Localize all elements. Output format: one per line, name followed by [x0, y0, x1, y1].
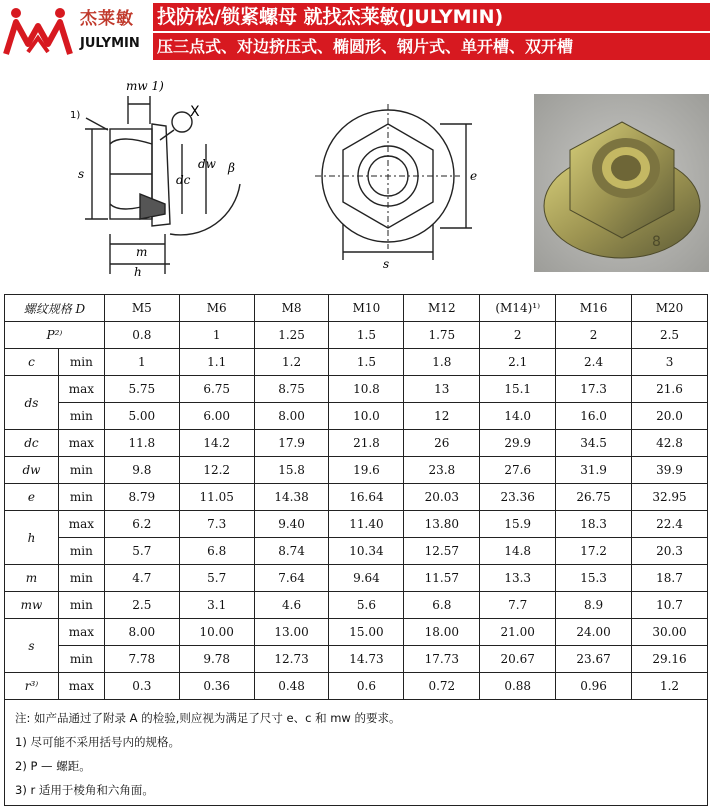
table-cell: 22.4: [632, 511, 708, 538]
banner: [0, 0, 712, 62]
table-cell: 8.75: [254, 376, 329, 403]
table-cell: 42.8: [632, 430, 708, 457]
table-cell: 11.8: [104, 430, 179, 457]
table-row: [5, 673, 708, 700]
table-cell: 26: [404, 430, 480, 457]
table-cell: 13.00: [254, 619, 329, 646]
table-cell: 10.8: [329, 376, 404, 403]
slogan-line-2: 压三点式、对边挤压式、椭圆形、钢片式、单开槽、双开槽: [153, 33, 710, 60]
table-cell: 26.75: [556, 484, 632, 511]
table-cell: 18.00: [404, 619, 480, 646]
row-limit: max: [58, 430, 104, 457]
table-cell: 1.25: [254, 322, 329, 349]
table-cell: 10.7: [632, 592, 708, 619]
row-limit: max: [58, 673, 104, 700]
table-cell: 9.78: [179, 646, 254, 673]
side-view-drawing: [85, 96, 240, 274]
table-cell: 3: [632, 349, 708, 376]
table-cell: 15.8: [254, 457, 329, 484]
table-row: [5, 619, 708, 646]
table-cell: 15.9: [480, 511, 556, 538]
row-limit: min: [58, 403, 104, 430]
table-cell: 3.1: [179, 592, 254, 619]
top-view-drawing: [315, 104, 472, 260]
label-dw: dw: [198, 157, 216, 171]
table-cell: 1.8: [404, 349, 480, 376]
table-cell: 20.67: [480, 646, 556, 673]
table-cell: 2.5: [104, 592, 179, 619]
table-cell: 14.73: [329, 646, 404, 673]
row-symbol: h: [5, 511, 59, 565]
table-cell: 17.2: [556, 538, 632, 565]
table-cell: 21.8: [329, 430, 404, 457]
table-cell: 12: [404, 403, 480, 430]
label-e: e: [470, 169, 478, 183]
header-size: M12: [404, 295, 480, 322]
table-cell: 0.3: [104, 673, 179, 700]
table-cell: 0.6: [329, 673, 404, 700]
row-limit: max: [58, 511, 104, 538]
table-cell: 20.3: [632, 538, 708, 565]
label-s-side: s: [78, 167, 85, 181]
label-beta: β: [228, 161, 235, 175]
table-cell: 20.0: [632, 403, 708, 430]
table-row: [5, 565, 708, 592]
header-size: M5: [104, 295, 179, 322]
table-cell: 1.5: [329, 349, 404, 376]
table-cell: 30.00: [632, 619, 708, 646]
dimension-table-body: [5, 295, 708, 700]
row-symbol: e: [5, 484, 59, 511]
table-cell: 5.7: [179, 565, 254, 592]
table-cell: 21.00: [480, 619, 556, 646]
row-limit: min: [58, 349, 104, 376]
table-cell: 1.1: [179, 349, 254, 376]
table-cell: 2: [480, 322, 556, 349]
table-row: [5, 403, 708, 430]
table-cell: 0.36: [179, 673, 254, 700]
table-cell: 2: [556, 322, 632, 349]
table-cell: 21.6: [632, 376, 708, 403]
table-cell: 17.9: [254, 430, 329, 457]
table-cell: 17.3: [556, 376, 632, 403]
header-size: M6: [179, 295, 254, 322]
table-cell: 31.9: [556, 457, 632, 484]
row-limit: min: [58, 592, 104, 619]
slogan-line-1: 找防松/锁紧螺母 就找杰莱敏(JULYMIN): [153, 3, 710, 31]
table-cell: 34.5: [556, 430, 632, 457]
brand-name-en: JULYMIN: [80, 36, 140, 51]
notes-section: [4, 700, 708, 806]
table-cell: 27.6: [480, 457, 556, 484]
table-cell: 20.03: [404, 484, 480, 511]
table-cell: 15.3: [556, 565, 632, 592]
row-symbol: mw: [5, 592, 59, 619]
row-symbol: s: [5, 619, 59, 673]
table-cell: 8.79: [104, 484, 179, 511]
table-row: [5, 349, 708, 376]
row-symbol: ds: [5, 376, 59, 430]
table-row: [5, 511, 708, 538]
row-symbol: r³⁾: [5, 673, 59, 700]
table-cell: 7.3: [179, 511, 254, 538]
table-cell: 6.2: [104, 511, 179, 538]
table-cell: 23.36: [480, 484, 556, 511]
table-cell: 0.88: [480, 673, 556, 700]
table-cell: 23.8: [404, 457, 480, 484]
table-cell: 29.9: [480, 430, 556, 457]
table-cell: 0.96: [556, 673, 632, 700]
table-cell: 7.7: [480, 592, 556, 619]
table-cell: 4.6: [254, 592, 329, 619]
table-cell: 16.0: [556, 403, 632, 430]
table-cell: 11.05: [179, 484, 254, 511]
label-x: X: [190, 104, 200, 120]
table-cell: 16.64: [329, 484, 404, 511]
table-cell: 6.75: [179, 376, 254, 403]
row-limit: max: [58, 619, 104, 646]
table-cell: 17.73: [404, 646, 480, 673]
table-cell: 4.7: [104, 565, 179, 592]
note-3: 3) r 适用于棱角和六角面。: [15, 783, 154, 797]
table-cell: 39.9: [632, 457, 708, 484]
table-row: [5, 322, 708, 349]
table-cell: 9.64: [329, 565, 404, 592]
table-cell: 18.3: [556, 511, 632, 538]
row-symbol: dc: [5, 430, 59, 457]
label-dc: dc: [176, 173, 191, 187]
table-row: [5, 430, 708, 457]
table-cell: 10.00: [179, 619, 254, 646]
table-cell: 5.75: [104, 376, 179, 403]
table-cell: 24.00: [556, 619, 632, 646]
table-cell: 0.72: [404, 673, 480, 700]
table-cell: 8.9: [556, 592, 632, 619]
table-cell: 1: [104, 349, 179, 376]
table-header-row: [5, 295, 708, 322]
brand-name-cn: 杰莱敏: [80, 9, 134, 29]
table-cell: 0.48: [254, 673, 329, 700]
table-row: [5, 592, 708, 619]
row-limit: min: [58, 646, 104, 673]
table-row: [5, 538, 708, 565]
table-cell: 15.1: [480, 376, 556, 403]
table-cell: 6.8: [179, 538, 254, 565]
table-cell: 13: [404, 376, 480, 403]
note-2: 2) P — 螺距。: [15, 759, 91, 773]
table-cell: 6.00: [179, 403, 254, 430]
table-cell: 8.74: [254, 538, 329, 565]
row-limit: min: [58, 565, 104, 592]
note-main: 注: 如产品通过了附录 A 的检验,则应视为满足了尺寸 e、c 和 mw 的要求。: [15, 711, 401, 725]
table-cell: 29.16: [632, 646, 708, 673]
table-row: [5, 484, 708, 511]
table-cell: 2.4: [556, 349, 632, 376]
table-cell: 8.00: [254, 403, 329, 430]
table-cell: 1: [179, 322, 254, 349]
table-cell: 13.3: [480, 565, 556, 592]
table-row: [5, 376, 708, 403]
table-cell: 1.2: [254, 349, 329, 376]
table-cell: 11.57: [404, 565, 480, 592]
table-cell: 12.57: [404, 538, 480, 565]
table-cell: 14.2: [179, 430, 254, 457]
photo-mark: 8: [652, 234, 661, 250]
header-size: (M14)¹⁾: [480, 295, 556, 322]
row-limit: min: [58, 538, 104, 565]
table-cell: 14.38: [254, 484, 329, 511]
row-symbol: m: [5, 565, 59, 592]
label-m: m: [136, 245, 148, 259]
table-cell: 12.2: [179, 457, 254, 484]
label-one: 1): [70, 110, 81, 121]
label-h: h: [134, 265, 142, 279]
table-cell: 1.75: [404, 322, 480, 349]
table-cell: 1.5: [329, 322, 404, 349]
table-cell: 7.64: [254, 565, 329, 592]
table-cell: 13.80: [404, 511, 480, 538]
table-cell: 10.34: [329, 538, 404, 565]
row-limit: min: [58, 484, 104, 511]
table-cell: 2.1: [480, 349, 556, 376]
table-cell: 18.7: [632, 565, 708, 592]
header-size: M8: [254, 295, 329, 322]
brand-logo: [0, 0, 150, 62]
row-symbol: c: [5, 349, 59, 376]
table-cell: 7.78: [104, 646, 179, 673]
table-cell: 5.00: [104, 403, 179, 430]
table-cell: 14.8: [480, 538, 556, 565]
header-size: M16: [556, 295, 632, 322]
table-cell: 1.2: [632, 673, 708, 700]
header-size: M20: [632, 295, 708, 322]
table-cell: 5.7: [104, 538, 179, 565]
dimension-table: [4, 294, 708, 700]
table-cell: 9.8: [104, 457, 179, 484]
julymin-logo-icon: [2, 4, 74, 58]
table-row: [5, 646, 708, 673]
label-mw: mw 1): [126, 79, 164, 93]
table-cell: 2.5: [632, 322, 708, 349]
table-cell: 5.6: [329, 592, 404, 619]
table-cell: 6.8: [404, 592, 480, 619]
label-s-top: s: [383, 257, 390, 271]
table-cell: 9.40: [254, 511, 329, 538]
header-size: M10: [329, 295, 404, 322]
note-1: 1) 尽可能不采用括号内的规格。: [15, 735, 180, 749]
table-cell: 12.73: [254, 646, 329, 673]
flange-nut-photo: [534, 94, 709, 272]
row-symbol: dw: [5, 457, 59, 484]
row-limit: max: [58, 376, 104, 403]
row-limit: min: [58, 457, 104, 484]
table-cell: 0.8: [104, 322, 179, 349]
table-cell: 15.00: [329, 619, 404, 646]
table-cell: 11.40: [329, 511, 404, 538]
header-thread-spec: 螺纹规格 D: [5, 295, 105, 322]
table-row: [5, 457, 708, 484]
table-cell: 23.67: [556, 646, 632, 673]
table-cell: 8.00: [104, 619, 179, 646]
table-cell: 14.0: [480, 403, 556, 430]
row-symbol: P²⁾: [5, 322, 105, 349]
table-cell: 10.0: [329, 403, 404, 430]
table-cell: 19.6: [329, 457, 404, 484]
table-cell: 32.95: [632, 484, 708, 511]
